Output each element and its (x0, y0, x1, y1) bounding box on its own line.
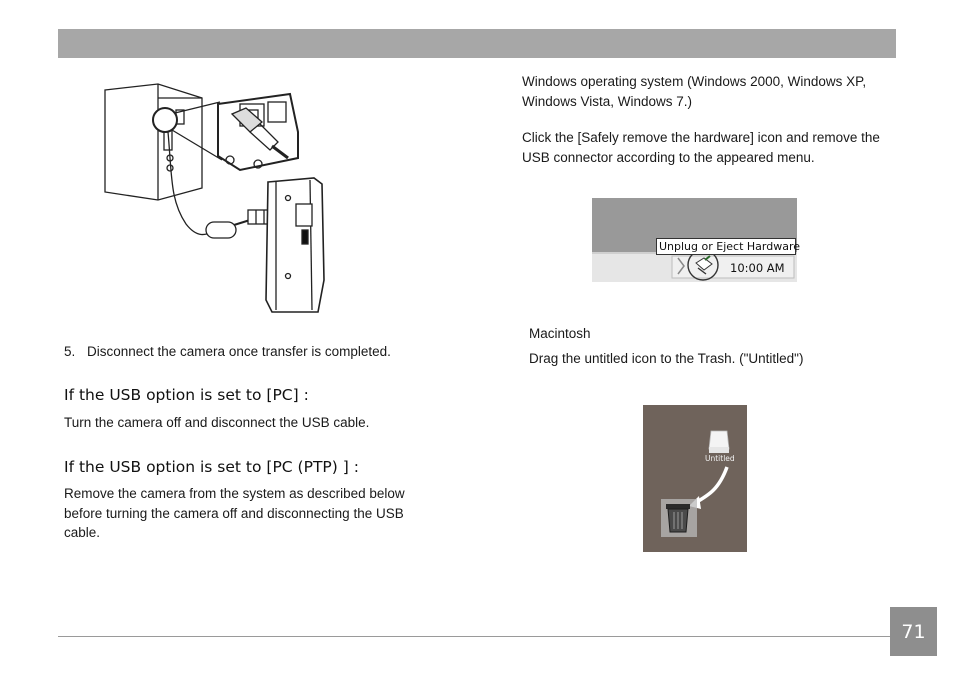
paragraph-drag-trash: Drag the untitled icon to the Trash. ("Untitled") (529, 351, 804, 366)
heading-usb-pc-ptp: If the USB option is set to [PC (PTP) ] : (64, 458, 359, 476)
step-5 (64, 344, 391, 359)
paragraph-usb-pc-ptp: Remove the camera from the system as described below before turning the camera off and disconnecting the USB cable. (64, 486, 405, 540)
step-text: Disconnect the camera once transfer is completed. (87, 344, 391, 359)
step-number: 5. (64, 344, 76, 359)
header-bar (58, 29, 896, 58)
untitled-icon-label: Untitled (705, 454, 735, 463)
taskbar-clock: 10:00 AM (730, 261, 785, 275)
footer-line (58, 636, 890, 637)
paragraph-windows-os: Windows operating system (Windows 2000, Windows XP, Windows Vista, Windows 7.) (522, 74, 867, 109)
eject-tooltip: Unplug or Eject Hardware (656, 238, 796, 255)
paragraph-safely-remove: Click the [Safely remove the hardware] icon and remove the USB connector according to the appeared menu. (522, 130, 880, 165)
camera-computer-illustration (100, 80, 340, 316)
mac-trash-illustration (643, 405, 747, 552)
paragraph-usb-pc: Turn the camera off and disconnect the USB cable. (64, 415, 370, 430)
drive-icon (709, 431, 729, 453)
page-number: 71 (890, 607, 937, 656)
macintosh-title: Macintosh (529, 326, 591, 341)
heading-usb-pc: If the USB option is set to [PC] : (64, 386, 309, 404)
trash-icon (666, 504, 690, 532)
